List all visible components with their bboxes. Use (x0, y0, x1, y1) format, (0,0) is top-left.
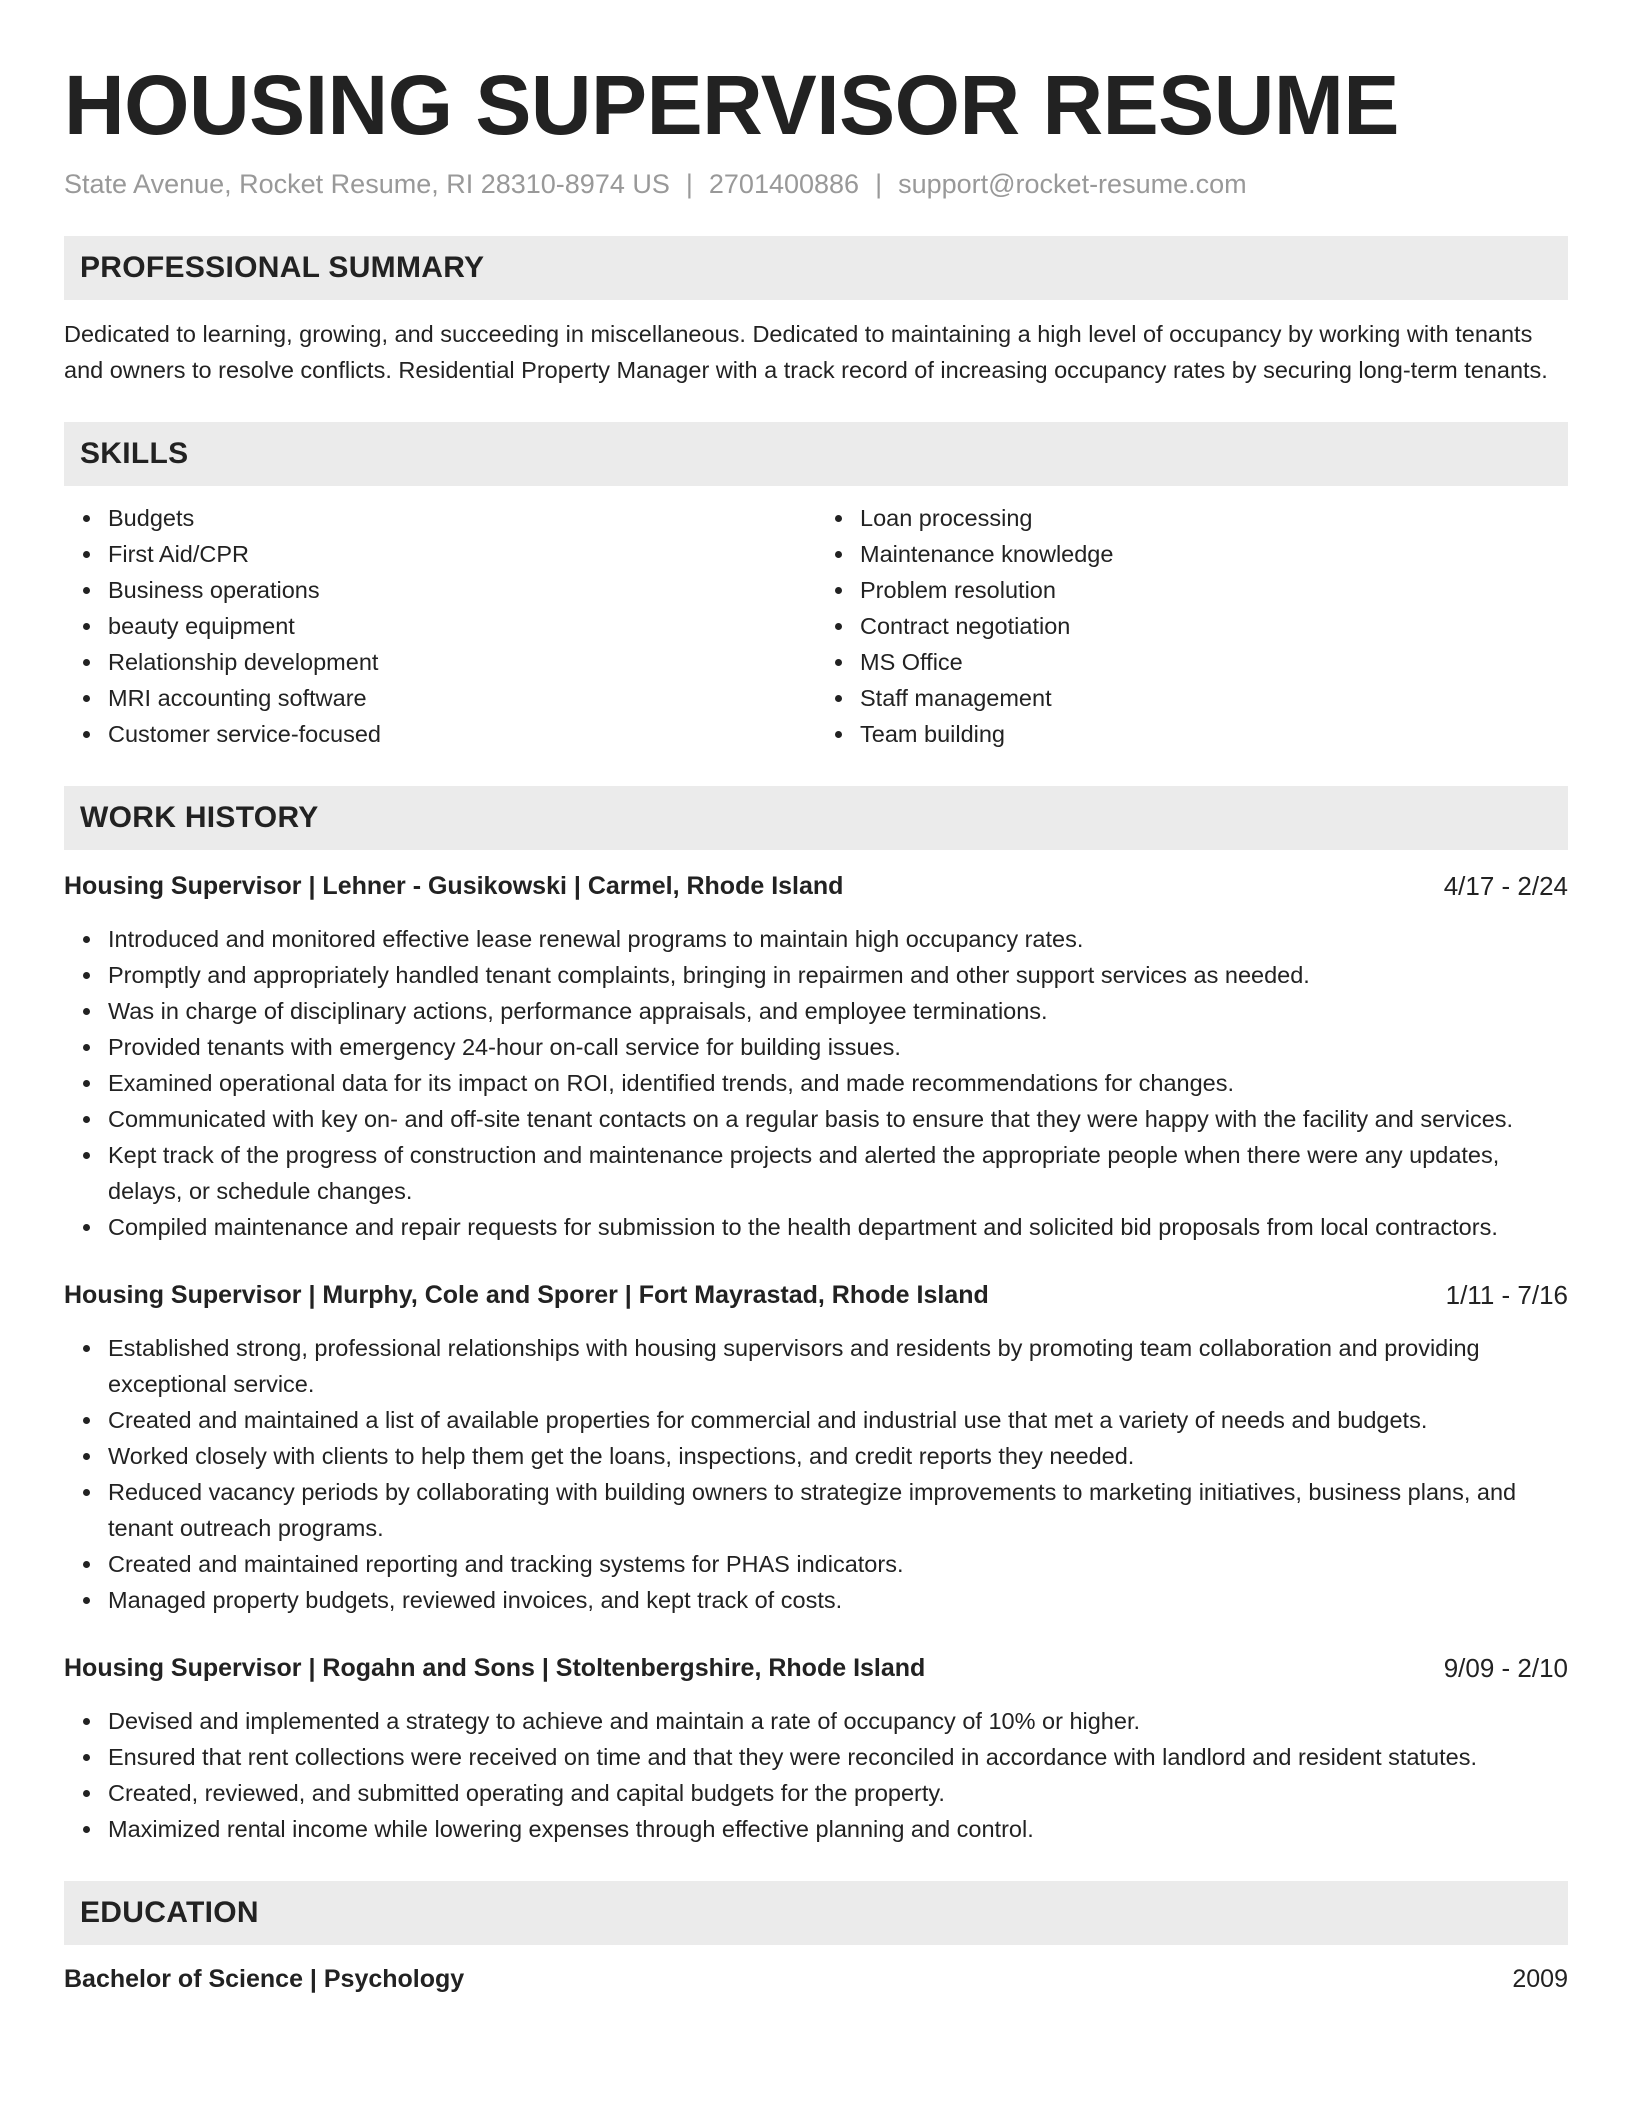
job-bullet: Kept track of the progress of construction and maintenance projects and alerted the appropriate people when there were any updates, delays, or schedule changes. (108, 1137, 1568, 1209)
skill-item: Budgets (108, 500, 816, 536)
skill-item: Team building (860, 716, 1568, 752)
job-dates: 4/17 - 2/24 (1443, 871, 1568, 901)
job-title: Housing Supervisor | Rogahn and Sons | Stoltenbergshire, Rhode Island (64, 1654, 926, 1682)
contact-email[interactable]: support@rocket-resume.com (898, 169, 1247, 199)
job-bullet: Devised and implemented a strategy to achieve and maintain a rate of occupancy of 10% or higher. (108, 1703, 1568, 1739)
skills-column-left (64, 500, 816, 752)
job-title: Housing Supervisor | Murphy, Cole and Sporer | Fort Mayrastad, Rhode Island (64, 1281, 989, 1309)
education-degree: Bachelor of Science | Psychology (64, 1965, 465, 1993)
skill-item: Business operations (108, 572, 816, 608)
skill-item: Loan processing (860, 500, 1568, 536)
skills-list (64, 500, 1568, 752)
job-bullet: Promptly and appropriately handled tenant complaints, bringing in repairmen and other support services as needed. (108, 957, 1568, 993)
skill-item: Relationship development (108, 644, 816, 680)
job-bullet: Was in charge of disciplinary actions, performance appraisals, and employee terminations. (108, 993, 1568, 1029)
job-bullet: Created and maintained a list of available properties for commercial and industrial use that met a variety of needs and budgets. (108, 1402, 1568, 1438)
job-bullet: Created and maintained reporting and tracking systems for PHAS indicators. (108, 1546, 1568, 1582)
job-bullet: Examined operational data for its impact on ROI, identified trends, and made recommendations for changes. (108, 1065, 1568, 1101)
job-bullet: Provided tenants with emergency 24-hour on-call service for building issues. (108, 1029, 1568, 1065)
job-entry (64, 868, 1568, 1245)
contact-separator: | (875, 169, 883, 199)
job-bullet: Maximized rental income while lowering expenses through effective planning and control. (108, 1811, 1568, 1847)
job-bullet: Introduced and monitored effective lease renewal programs to maintain high occupancy rates. (108, 921, 1568, 957)
job-entry (64, 1650, 1568, 1847)
contact-separator: | (685, 169, 693, 199)
skill-item: MS Office (860, 644, 1568, 680)
skill-item: Problem resolution (860, 572, 1568, 608)
skill-item: Contract negotiation (860, 608, 1568, 644)
job-bullet: Worked closely with clients to help them get the loans, inspections, and credit reports they needed. (108, 1438, 1568, 1474)
contact-line (64, 166, 1568, 202)
skill-item: MRI accounting software (108, 680, 816, 716)
skill-item: First Aid/CPR (108, 536, 816, 572)
contact-address: State Avenue, Rocket Resume, RI 28310-8974 US (64, 169, 670, 199)
section-heading-summary: PROFESSIONAL SUMMARY (64, 236, 1568, 300)
job-header (64, 868, 1568, 904)
job-bullet: Established strong, professional relationships with housing supervisors and residents by promoting team collaboration and providing exceptional service. (108, 1330, 1568, 1402)
job-dates: 1/11 - 7/16 (1445, 1280, 1568, 1310)
resume-content (64, 50, 1568, 1997)
job-bullet: Compiled maintenance and repair requests for submission to the health department and solicited bid proposals from local contractors. (108, 1209, 1568, 1245)
job-bullet: Managed property budgets, reviewed invoices, and kept track of costs. (108, 1582, 1568, 1618)
section-heading-education: EDUCATION (64, 1881, 1568, 1945)
job-dates: 9/09 - 2/10 (1443, 1653, 1568, 1683)
skill-item: Customer service-focused (108, 716, 816, 752)
job-bullet: Communicated with key on- and off-site tenant contacts on a regular basis to ensure that they were happy with the facility and services. (108, 1101, 1568, 1137)
skill-item: Staff management (860, 680, 1568, 716)
job-bullets (64, 1703, 1568, 1847)
education-year: 2009 (1512, 1965, 1568, 1993)
skills-column-right (816, 500, 1568, 752)
job-header (64, 1650, 1568, 1686)
job-bullets (64, 1330, 1568, 1618)
section-heading-skills: SKILLS (64, 422, 1568, 486)
summary-text: Dedicated to learning, growing, and succeeding in miscellaneous. Dedicated to maintaining a high level of occupancy by working with tenants and owners to resolve conflicts. Residential Property Manager with a track record of increasing occupancy rates by securing long-term tenants. (64, 321, 1548, 383)
job-bullet: Created, reviewed, and submitted operating and capital budgets for the property. (108, 1775, 1568, 1811)
job-header (64, 1277, 1568, 1313)
job-title: Housing Supervisor | Lehner - Gusikowski | Carmel, Rhode Island (64, 872, 844, 900)
contact-phone: 2701400886 (708, 169, 860, 199)
section-heading-work-history: WORK HISTORY (64, 786, 1568, 850)
job-entry (64, 1277, 1568, 1618)
job-bullets (64, 921, 1568, 1245)
job-bullet: Ensured that rent collections were received on time and that they were reconciled in accordance with landlord and resident statutes. (108, 1739, 1568, 1775)
job-bullet: Reduced vacancy periods by collaborating with building owners to strategize improvements to marketing initiatives, business plans, and tenant outreach programs. (108, 1474, 1568, 1546)
skill-item: Maintenance knowledge (860, 536, 1568, 572)
resume-title: HOUSING SUPERVISOR RESUME (64, 58, 1399, 152)
education-entry (64, 1961, 1568, 1997)
skill-item: beauty equipment (108, 608, 816, 644)
